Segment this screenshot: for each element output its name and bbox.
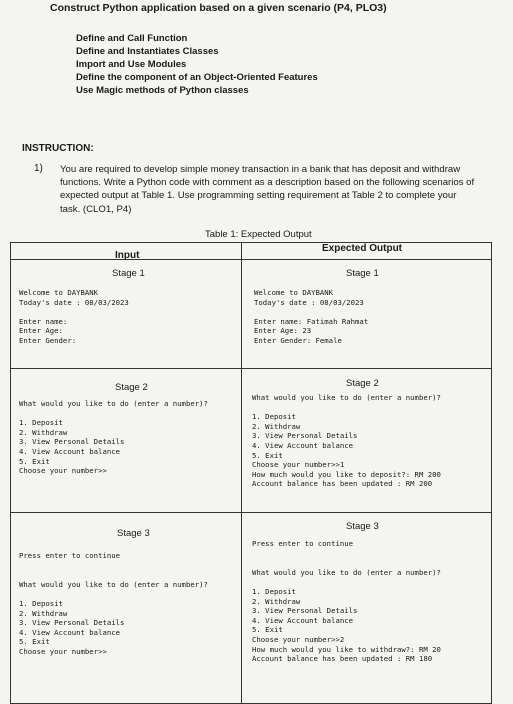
stage1-output-console: Welcome to DAYBANK Today's date : 08/03/2023 Enter name: Fatimah Rahmat Enter Age: 23 Enter Gender: Female <box>254 288 369 345</box>
stage2-output-console: What would you like to do (enter a number)? 1. Deposit 2. Withdraw 3. View Personal Details 4. View Account balance 5. Exit Choose your number>>1 How much would you like to deposit?: RM 200 Account balance has been updated : RM 200 <box>252 393 441 489</box>
document-heading: Construct Python application based on a given scenario (P4, PLO3) <box>50 2 387 14</box>
stage2-input-label: Stage 2 <box>115 382 148 393</box>
objectives-list <box>76 32 318 97</box>
stage3-output-cell <box>242 513 492 704</box>
table-row-stage1 <box>11 260 492 369</box>
objective-item: Use Magic methods of Python classes <box>76 85 249 96</box>
stage3-output-label: Stage 3 <box>346 521 379 532</box>
stage1-output-cell <box>242 260 492 369</box>
stage2-input-cell <box>11 369 242 513</box>
objective-item: Define and Instantiates Classes <box>76 46 219 57</box>
stage1-input-console: Welcome to DAYBANK Today's date : 08/03/2023 Enter name: Enter Age: Enter Gender: <box>19 288 129 345</box>
table-header-row <box>11 243 492 260</box>
table-row-stage2 <box>11 369 492 513</box>
stage2-input-console: What would you like to do (enter a number)? 1. Deposit 2. Withdraw 3. View Personal Details 4. View Account balance 5. Exit Choose your number>> <box>19 399 208 476</box>
objective-item: Define the component of an Object-Oriented Features <box>76 72 318 83</box>
instruction-title: INSTRUCTION: <box>22 143 94 154</box>
objective-item: Import and Use Modules <box>76 59 187 70</box>
question-text: You are required to develop simple money transaction in a bank that has deposit and withdraw functions. Write a Python code with comment as a description based on the following scenarios of expected output at Table 1. Use programming setting requirement at Table 2 to complete your task. (CLO1, P4) <box>60 164 475 215</box>
table-row-stage3 <box>11 513 492 704</box>
stage3-input-console: Press enter to continue What would you like to do (enter a number)? 1. Deposit 2. Withdraw 3. View Personal Details 4. View Account balance 5. Exit Choose your number>> <box>19 551 208 656</box>
stage1-input-cell <box>11 260 242 369</box>
output-column-header: Expected Output <box>322 243 403 254</box>
table-caption: Table 1: Expected Output <box>205 229 312 240</box>
input-column-header: Input <box>115 250 140 261</box>
stage1-output-label: Stage 1 <box>346 268 379 279</box>
stage3-input-label: Stage 3 <box>117 528 150 539</box>
stage2-output-cell <box>242 369 492 513</box>
expected-output-table <box>10 242 492 704</box>
stage3-input-cell <box>11 513 242 704</box>
question-number: 1) <box>34 163 43 174</box>
objective-item: Define and Call Function <box>76 33 188 44</box>
stage2-output-label: Stage 2 <box>346 378 379 389</box>
stage3-output-console: Press enter to continue What would you like to do (enter a number)? 1. Deposit 2. Withdraw 3. View Personal Details 4. View Account balance 5. Exit Choose your number>>2 How much would you like to withdraw?: RM 20 Account balance has been updated : RM 180 <box>252 539 441 664</box>
stage1-input-label: Stage 1 <box>112 268 145 279</box>
